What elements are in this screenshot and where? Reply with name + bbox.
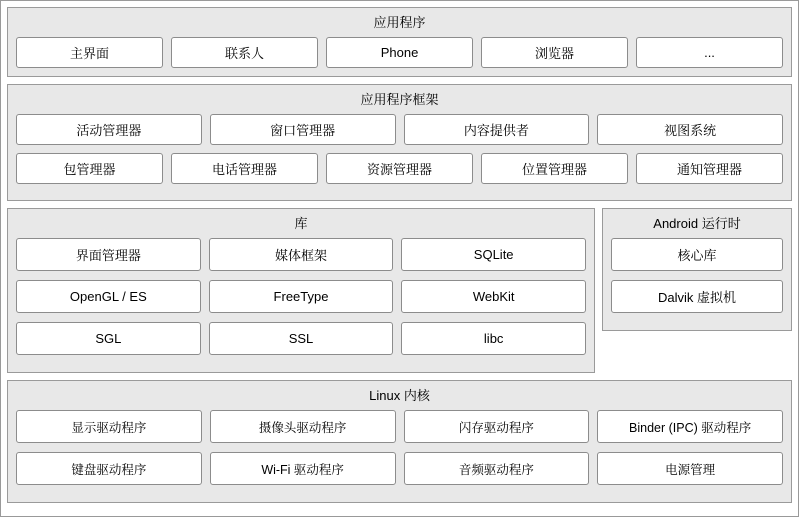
runtime-row-2 <box>611 280 783 313</box>
block-sgl[interactable]: SGL <box>16 322 201 355</box>
block-resource-manager[interactable]: 资源管理器 <box>326 153 473 184</box>
block-phone[interactable]: Phone <box>326 37 473 68</box>
block-browser[interactable]: 浏览器 <box>481 37 628 68</box>
block-surface-manager[interactable]: 界面管理器 <box>16 238 201 271</box>
block-package-manager[interactable]: 包管理器 <box>16 153 163 184</box>
block-ssl[interactable]: SSL <box>209 322 394 355</box>
block-display-driver[interactable]: 显示驱动程序 <box>16 410 202 443</box>
block-media-framework[interactable]: 媒体框架 <box>209 238 394 271</box>
block-camera-driver[interactable]: 摄像头驱动程序 <box>210 410 396 443</box>
layer-applications-row <box>16 37 783 68</box>
libraries-row-1 <box>16 238 586 271</box>
block-webkit[interactable]: WebKit <box>401 280 586 313</box>
block-keypad-driver[interactable]: 键盘驱动程序 <box>16 452 202 485</box>
framework-row-1 <box>16 114 783 145</box>
block-view-system[interactable]: 视图系统 <box>597 114 783 145</box>
block-home[interactable]: 主界面 <box>16 37 163 68</box>
libraries-row-2 <box>16 280 586 313</box>
block-libc[interactable]: libc <box>401 322 586 355</box>
block-binder-ipc-driver[interactable]: Binder (IPC) 驱动程序 <box>597 410 783 443</box>
block-freetype[interactable]: FreeType <box>209 280 394 313</box>
block-dalvik-vm[interactable]: Dalvik 虚拟机 <box>611 280 783 313</box>
layer-applications-title: 应用程序 <box>373 15 426 30</box>
block-power-management[interactable]: 电源管理 <box>597 452 783 485</box>
layer-android-runtime-title: Android 运行时 <box>653 216 741 231</box>
block-audio-driver[interactable]: 音频驱动程序 <box>404 452 590 485</box>
layer-application-framework-title: 应用程序框架 <box>360 92 439 107</box>
block-notification-manager[interactable]: 通知管理器 <box>636 153 783 184</box>
block-contacts[interactable]: 联系人 <box>171 37 318 68</box>
block-wifi-driver[interactable]: Wi-Fi 驱动程序 <box>210 452 396 485</box>
block-window-manager[interactable]: 窗口管理器 <box>210 114 396 145</box>
kernel-row-1 <box>16 410 783 443</box>
layer-linux-kernel-title: Linux 内核 <box>369 388 430 403</box>
block-flash-memory-driver[interactable]: 闪存驱动程序 <box>404 410 590 443</box>
block-sqlite[interactable]: SQLite <box>401 238 586 271</box>
block-more[interactable]: ... <box>636 37 783 68</box>
libraries-row-3 <box>16 322 586 355</box>
block-opengl-es[interactable]: OpenGL / ES <box>16 280 201 313</box>
block-location-manager[interactable]: 位置管理器 <box>481 153 628 184</box>
layer-libraries-and-runtime <box>7 208 792 373</box>
runtime-row-1 <box>611 238 783 271</box>
layer-applications <box>7 7 792 77</box>
kernel-row-2 <box>16 452 783 485</box>
layer-libraries <box>7 208 595 373</box>
block-content-providers[interactable]: 内容提供者 <box>404 114 590 145</box>
layer-linux-kernel <box>7 380 792 503</box>
block-activity-manager[interactable]: 活动管理器 <box>16 114 202 145</box>
block-telephony-manager[interactable]: 电话管理器 <box>171 153 318 184</box>
layer-android-runtime <box>602 208 792 331</box>
layer-libraries-title: 库 <box>294 216 308 231</box>
block-core-libraries[interactable]: 核心库 <box>611 238 783 271</box>
layer-application-framework <box>7 84 792 201</box>
framework-row-2 <box>16 153 783 184</box>
